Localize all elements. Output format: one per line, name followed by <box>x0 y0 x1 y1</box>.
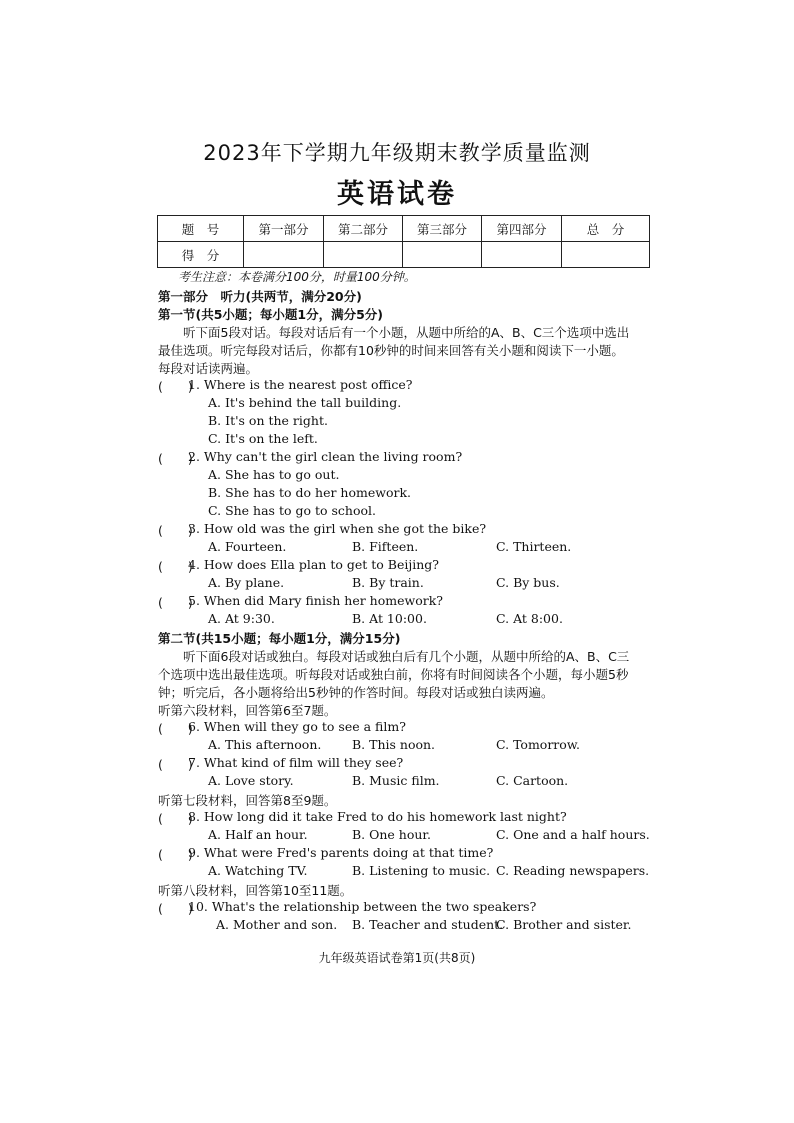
option-c[interactable]: C. Brother and sister. <box>496 917 632 932</box>
question-text: 8. How long did it take Fred to do his homework last night? <box>188 809 567 824</box>
answer-blank[interactable]: ( ) <box>158 757 193 772</box>
exam-notice: 考生注意：本卷满分100分，时量100分钟。 <box>178 270 416 284</box>
answer-blank[interactable]: ( ) <box>158 595 193 610</box>
page-footer: 九年级英语试卷第1页(共8页) <box>318 951 476 965</box>
option-a[interactable]: A. This afternoon. <box>208 737 322 752</box>
option-b[interactable]: B. This noon. <box>352 737 436 752</box>
score-table-header-row <box>158 216 650 242</box>
answer-blank[interactable]: ( ) <box>158 523 193 538</box>
option-b[interactable]: B. One hour. <box>352 827 432 842</box>
table-cell: 总 分 <box>562 216 650 242</box>
score-cell <box>562 242 650 268</box>
question-text: 7. What kind of film will they see? <box>188 755 404 770</box>
option-b[interactable]: B. She has to do her homework. <box>208 485 412 500</box>
option-c[interactable]: C. By bus. <box>496 575 560 590</box>
question-text: 9. What were Fred's parents doing at that time? <box>188 845 494 860</box>
section2-title: 第二节(共15小题；每小题1分，满分15分) <box>158 631 401 646</box>
score-cell <box>403 242 482 268</box>
score-cell <box>482 242 562 268</box>
option-c[interactable]: C. One and a half hours. <box>496 827 650 842</box>
table-cell: 题 号 <box>158 216 244 242</box>
option-c[interactable]: C. Tomorrow. <box>496 737 581 752</box>
option-c[interactable]: C. She has to go to school. <box>208 503 376 518</box>
question-text: 5. When did Mary finish her homework? <box>188 593 443 608</box>
section2-instruction-line: 听下面6段对话或独白。每段对话或独白后有几个小题，从题中所给的A、B、C三 <box>158 649 630 664</box>
section1-instruction-line: 最佳选项。听完每段对话后，你都有10秒钟的时间来回答有关小题和阅读下一小题。 <box>158 343 624 358</box>
question-text: 3. How old was the girl when she got the bike? <box>188 521 487 536</box>
option-a[interactable]: A. Watching TV. <box>208 863 308 878</box>
material-6-heading: 听第六段材料，回答第6至7题。 <box>158 703 337 718</box>
part1-title: 第一部分 听力(共两节，满分20分) <box>158 289 362 304</box>
option-c[interactable]: C. Thirteen. <box>496 539 572 554</box>
section1-instruction-line: 每段对话读两遍。 <box>158 361 259 376</box>
option-a[interactable]: A. At 9:30. <box>208 611 275 626</box>
option-b[interactable]: B. It's on the right. <box>208 413 328 428</box>
option-a[interactable]: A. Half an hour. <box>208 827 308 842</box>
option-c[interactable]: C. It's on the left. <box>208 431 318 446</box>
option-c[interactable]: C. Reading newspapers. <box>496 863 650 878</box>
score-table-score-row <box>158 242 650 268</box>
option-a[interactable]: A. Mother and son. <box>216 917 338 932</box>
question-text: 10. What's the relationship between the two speakers? <box>188 899 537 914</box>
table-cell: 第二部分 <box>324 216 403 242</box>
question-text: 6. When will they go to see a film? <box>188 719 406 734</box>
material-7-heading: 听第七段材料，回答第8至9题。 <box>158 793 337 808</box>
material-8-heading: 听第八段材料，回答第10至11题。 <box>158 883 353 898</box>
question-text: 1. Where is the nearest post office? <box>188 377 413 392</box>
section2-instruction-line: 钟；听完后，各小题将给出5秒钟的作答时间。每段对话或独白读两遍。 <box>158 685 554 700</box>
option-a[interactable]: A. Fourteen. <box>208 539 287 554</box>
option-b[interactable]: B. By train. <box>352 575 424 590</box>
question-text: 2. Why can't the girl clean the living room? <box>188 449 463 464</box>
option-b[interactable]: B. Fifteen. <box>352 539 419 554</box>
option-a[interactable]: A. Love story. <box>208 773 294 788</box>
answer-blank[interactable]: ( ) <box>158 901 193 916</box>
table-cell: 第一部分 <box>244 216 324 242</box>
answer-blank[interactable]: ( ) <box>158 811 193 826</box>
option-b[interactable]: B. Listening to music. <box>352 863 491 878</box>
option-c[interactable]: C. Cartoon. <box>496 773 569 788</box>
section1-instruction-line: 听下面5段对话。每段对话后有一个小题，从题中所给的A、B、C三个选项中选出 <box>158 325 630 340</box>
score-table <box>157 215 650 268</box>
table-cell: 得 分 <box>158 242 244 268</box>
section1-title: 第一节(共5小题；每小题1分，满分5分) <box>158 307 384 322</box>
subject-title: 英语试卷 <box>337 179 457 210</box>
option-b[interactable]: B. Music film. <box>352 773 440 788</box>
table-cell: 第四部分 <box>482 216 562 242</box>
option-c[interactable]: C. At 8:00. <box>496 611 563 626</box>
table-cell: 第三部分 <box>403 216 482 242</box>
option-a[interactable]: A. She has to go out. <box>208 467 340 482</box>
score-cell <box>244 242 324 268</box>
answer-blank[interactable]: ( ) <box>158 559 193 574</box>
answer-blank[interactable]: ( ) <box>158 379 193 394</box>
option-a[interactable]: A. It's behind the tall building. <box>208 395 402 410</box>
option-b[interactable]: B. Teacher and student. <box>352 917 504 932</box>
answer-blank[interactable]: ( ) <box>158 451 193 466</box>
section2-instruction-line: 个选项中选出最佳选项。听每段对话或独白前，你将有时间阅读各个小题，每小题5秒 <box>158 667 629 682</box>
answer-blank[interactable]: ( ) <box>158 847 193 862</box>
option-b[interactable]: B. At 10:00. <box>352 611 427 626</box>
option-a[interactable]: A. By plane. <box>208 575 285 590</box>
exam-title: 2023年下学期九年级期末教学质量监测 <box>203 141 591 165</box>
answer-blank[interactable]: ( ) <box>158 721 193 736</box>
question-text: 4. How does Ella plan to get to Beijing? <box>188 557 439 572</box>
score-cell <box>324 242 403 268</box>
